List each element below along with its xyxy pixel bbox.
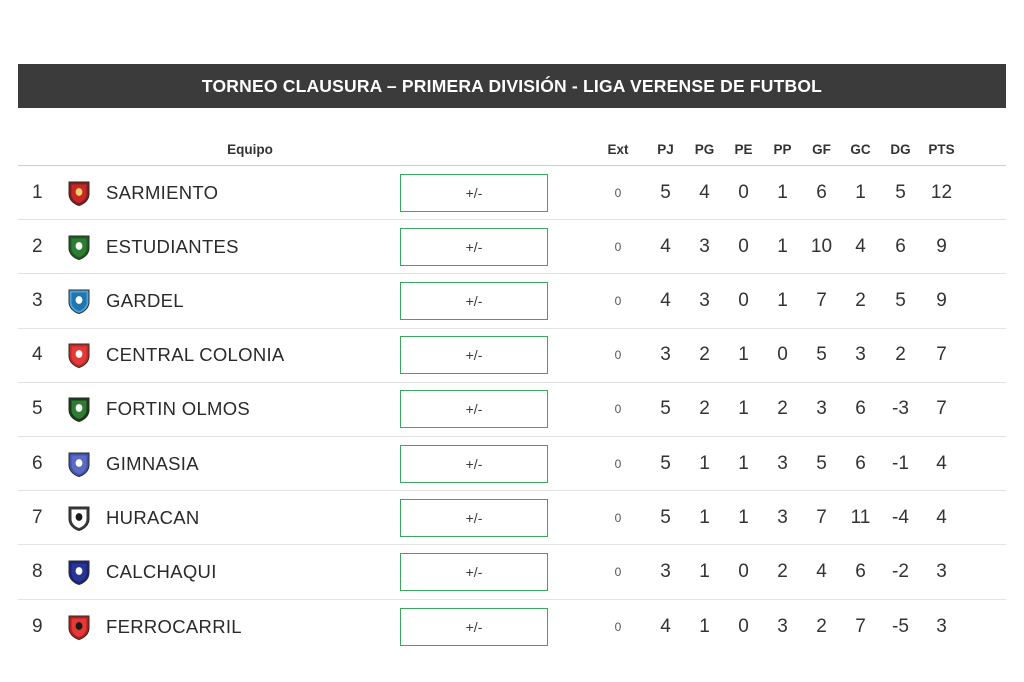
club-crest-icon <box>68 342 90 368</box>
stat-pj: 3 <box>660 344 671 366</box>
table-row <box>18 329 1006 383</box>
stat-gc: 6 <box>855 452 866 474</box>
stat-pg: 1 <box>699 615 710 637</box>
column-header-pg: PG <box>694 142 715 157</box>
stat-ext: 0 <box>614 619 622 634</box>
stat-pts: 12 <box>930 181 953 203</box>
stat-pg: 1 <box>699 452 710 474</box>
stat-pts: 4 <box>936 506 947 528</box>
stat-pp: 3 <box>777 506 788 528</box>
row-position: 8 <box>32 560 43 582</box>
plus-minus-button[interactable]: +/- <box>400 390 548 428</box>
team-name: CALCHAQUI <box>106 560 217 582</box>
stat-gf: 10 <box>810 235 833 257</box>
stat-dg: 6 <box>895 235 906 257</box>
team-name: GIMNASIA <box>106 452 199 474</box>
club-crest-icon <box>68 180 90 206</box>
stat-pj: 4 <box>660 289 671 311</box>
stat-pp: 1 <box>777 235 788 257</box>
stat-pp: 0 <box>777 344 788 366</box>
club-badge <box>58 180 100 206</box>
column-header-gc: GC <box>850 142 871 157</box>
row-position: 7 <box>32 506 43 528</box>
stat-ext: 0 <box>614 293 622 308</box>
stat-gc: 6 <box>855 398 866 420</box>
stat-gc: 11 <box>850 506 871 528</box>
plus-minus-button[interactable]: +/- <box>400 174 548 212</box>
stat-gf: 5 <box>816 452 827 474</box>
stat-pg: 4 <box>699 181 710 203</box>
club-crest-icon <box>68 288 90 314</box>
stat-gf: 2 <box>816 615 827 637</box>
club-badge <box>58 396 100 422</box>
stat-pts: 7 <box>936 398 947 420</box>
club-badge <box>58 505 100 531</box>
club-crest-icon <box>68 396 90 422</box>
stat-gc: 6 <box>855 560 866 582</box>
club-crest-icon <box>68 614 90 640</box>
table-header-row <box>18 124 1006 166</box>
stat-pe: 0 <box>738 181 749 203</box>
stat-gc: 4 <box>855 235 866 257</box>
club-crest-icon <box>68 451 90 477</box>
club-badge <box>58 288 100 314</box>
stat-gc: 1 <box>855 181 866 203</box>
team-name: CENTRAL COLONIA <box>106 344 285 366</box>
team-name: FORTIN OLMOS <box>106 398 251 420</box>
stat-gf: 5 <box>816 344 827 366</box>
stat-pj: 4 <box>660 235 671 257</box>
stat-pp: 3 <box>777 452 788 474</box>
stat-gc: 2 <box>855 289 866 311</box>
stat-pp: 2 <box>777 398 788 420</box>
column-header-badge <box>58 157 100 165</box>
stat-ext: 0 <box>614 510 622 525</box>
table-row <box>18 166 1006 220</box>
plus-minus-button[interactable]: +/- <box>400 228 548 266</box>
column-header-position <box>18 157 58 165</box>
stat-pj: 5 <box>660 181 671 203</box>
stat-pg: 1 <box>699 560 710 582</box>
club-crest-icon <box>68 559 90 585</box>
stat-gf: 3 <box>816 398 827 420</box>
stat-gf: 7 <box>816 289 827 311</box>
stat-gf: 7 <box>816 506 827 528</box>
stat-ext: 0 <box>614 402 622 417</box>
team-name: GARDEL <box>106 289 184 311</box>
table-row <box>18 600 1006 654</box>
stat-pg: 3 <box>699 235 710 257</box>
stat-pj: 5 <box>660 506 671 528</box>
column-header-gf: GF <box>812 142 831 157</box>
club-badge <box>58 451 100 477</box>
plus-minus-button[interactable]: +/- <box>400 608 548 646</box>
plus-minus-button[interactable]: +/- <box>400 499 548 537</box>
stat-ext: 0 <box>614 456 622 471</box>
column-header-team: Equipo <box>227 142 273 157</box>
stat-pj: 5 <box>660 452 671 474</box>
plus-minus-button[interactable]: +/- <box>400 445 548 483</box>
stat-pts: 9 <box>936 289 947 311</box>
team-name: ESTUDIANTES <box>106 235 239 257</box>
stat-pj: 3 <box>660 560 671 582</box>
team-name: HURACAN <box>106 506 200 528</box>
column-header-pj: PJ <box>657 142 674 157</box>
stat-pp: 3 <box>777 615 788 637</box>
stat-dg: -3 <box>892 398 909 420</box>
stat-pe: 1 <box>738 344 749 366</box>
table-row <box>18 437 1006 491</box>
stat-pj: 4 <box>660 615 671 637</box>
stat-pe: 1 <box>738 398 749 420</box>
stat-gf: 4 <box>816 560 827 582</box>
stat-pts: 3 <box>936 615 947 637</box>
stat-dg: -5 <box>892 615 909 637</box>
plus-minus-button[interactable]: +/- <box>400 553 548 591</box>
table-row <box>18 383 1006 437</box>
tournament-title-bar <box>18 64 1006 108</box>
stat-dg: -4 <box>892 506 909 528</box>
stat-gc: 3 <box>855 344 866 366</box>
table-row <box>18 491 1006 545</box>
stat-dg: -1 <box>892 452 909 474</box>
table-row <box>18 274 1006 328</box>
table-row <box>18 545 1006 599</box>
column-header-pe: PE <box>734 142 753 157</box>
stat-pts: 9 <box>936 235 947 257</box>
club-badge <box>58 614 100 640</box>
club-crest-icon <box>68 234 90 260</box>
stat-dg: 5 <box>895 289 906 311</box>
stat-pts: 4 <box>936 452 947 474</box>
stat-ext: 0 <box>614 185 622 200</box>
club-badge <box>58 234 100 260</box>
stat-ext: 0 <box>614 239 622 254</box>
stat-pts: 7 <box>936 344 947 366</box>
column-header-ext: Ext <box>607 142 629 157</box>
stat-pg: 2 <box>699 398 710 420</box>
stat-pg: 1 <box>699 506 710 528</box>
stat-pg: 3 <box>699 289 710 311</box>
stat-pg: 2 <box>699 344 710 366</box>
club-badge <box>58 342 100 368</box>
stat-gf: 6 <box>816 181 827 203</box>
stat-pe: 0 <box>738 289 749 311</box>
plus-minus-button[interactable]: +/- <box>400 336 548 374</box>
table-body <box>18 166 1006 654</box>
stat-pp: 2 <box>777 560 788 582</box>
column-header-dg: DG <box>890 142 911 157</box>
row-position: 2 <box>32 235 43 257</box>
page-title: TORNEO CLAUSURA – PRIMERA DIVISIÓN - LIGA VERENSE DE FUTBOL <box>201 75 823 96</box>
stat-pts: 3 <box>936 560 947 582</box>
stat-dg: -2 <box>892 560 909 582</box>
stat-dg: 5 <box>895 181 906 203</box>
club-crest-icon <box>68 505 90 531</box>
table-row <box>18 220 1006 274</box>
standings-table <box>18 124 1006 654</box>
row-position: 9 <box>32 615 43 637</box>
stat-gc: 7 <box>855 615 866 637</box>
team-name: FERROCARRIL <box>106 615 242 637</box>
stat-pe: 0 <box>738 235 749 257</box>
column-header-pts: PTS <box>928 142 955 157</box>
column-header-pp: PP <box>773 142 792 157</box>
row-position: 3 <box>32 289 43 311</box>
column-header-plusminus <box>400 157 590 165</box>
team-name: SARMIENTO <box>106 181 219 203</box>
stat-pp: 1 <box>777 181 788 203</box>
row-position: 1 <box>32 181 43 203</box>
plus-minus-button[interactable]: +/- <box>400 282 548 320</box>
stat-pe: 0 <box>738 615 749 637</box>
row-position: 5 <box>32 398 43 420</box>
stat-ext: 0 <box>614 348 622 363</box>
club-badge <box>58 559 100 585</box>
row-position: 6 <box>32 452 43 474</box>
stat-pe: 1 <box>738 506 749 528</box>
stat-pj: 5 <box>660 398 671 420</box>
stat-pe: 0 <box>738 560 749 582</box>
stat-dg: 2 <box>895 344 906 366</box>
stat-pe: 1 <box>738 452 749 474</box>
row-position: 4 <box>32 344 43 366</box>
stat-ext: 0 <box>614 564 622 579</box>
stat-pp: 1 <box>777 289 788 311</box>
